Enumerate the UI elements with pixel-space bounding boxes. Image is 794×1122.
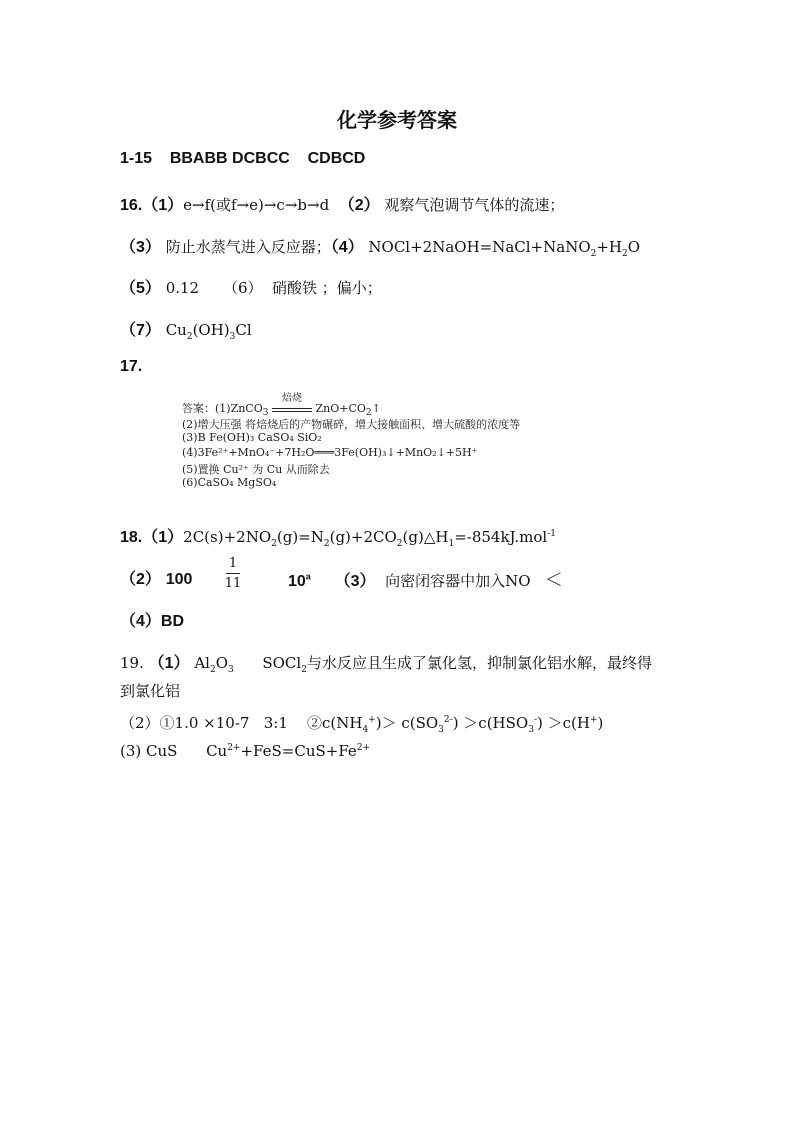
q18-part-3-label: （3） — [334, 573, 376, 590]
q17-reaction-arrow: 焙烧 — [272, 401, 312, 412]
q18-part-2-value-2: 10$^a$ — [288, 571, 311, 590]
q18-number: 18. — [120, 529, 143, 546]
q16-part-2-answer: 观察气泡调节气体的流速； — [384, 196, 565, 214]
q18-part-4-label: （4） — [120, 613, 161, 630]
q16-part-6-answer: 硝酸铁 ；偏小； — [272, 279, 382, 297]
q19-part-2-answer-a: ①1.0 ×10-7 3:1 — [159, 714, 288, 732]
q16-part-3-answer: 防止水蒸气进入反应器； — [165, 238, 331, 256]
q16-part-3-label: （3） — [120, 239, 161, 256]
q18-line-2-left — [120, 566, 192, 589]
q18-part-1-answer: $2C(s)+2NO_2(g)=N_2(g)+2CO_2(g)\triangle H_1=-854kJ.mol^{-1}$ — [183, 528, 557, 549]
q18-line-3 — [120, 608, 184, 631]
q16-part-7-answer: $Cu_2(OH)_3Cl$ — [165, 321, 252, 342]
q16-part-1-answer: e→f(或f→e)→c→b→d — [183, 196, 330, 214]
q19-line-3 — [120, 712, 603, 735]
q17-answer-image — [178, 390, 602, 494]
q17-row-3: (3)B Fe(OH)₃ CaSO₄ SiO₂ — [182, 431, 322, 444]
q17-number: 17. — [120, 358, 143, 375]
q16-line-1 — [120, 192, 564, 215]
q19-line-2: 到氯化铝 — [120, 682, 181, 700]
q16-part-6-label: （6） — [222, 279, 263, 297]
q18-part-3-answer: 向密闭容器中加入NO — [385, 572, 531, 590]
q16-number: 16. — [120, 197, 143, 214]
q19-part-2-label: （2） — [120, 714, 160, 732]
q18-part-2-label: （2） — [120, 571, 161, 588]
q17-row-4: (4)3Fe²⁺+MnO₄⁻+7H₂O═══3Fe(OH)₃↓+MnO₂↓+5H⁺ — [182, 446, 478, 459]
q16-part-5-label: （5） — [120, 280, 161, 297]
q16-part-5-answer: 0.12 — [165, 279, 200, 297]
q18-line-1 — [120, 524, 556, 549]
q19-part-2-answer-b: $②c(NH_4^+)> c(SO_3^{2-}) >c(HSO_3^-) >c(H^+)$ — [306, 714, 604, 735]
q17-row-2: (2)增大压强 将焙烧后的产物碾碎，增大接触面积、增大硫酸的浓度等 — [182, 418, 521, 431]
mc-range: 1-15 — [120, 150, 153, 167]
q19-part-1-label: （1） — [148, 655, 190, 672]
q16-line-3 — [120, 275, 382, 298]
q18-fraction — [221, 556, 245, 591]
mc-answers-line — [120, 150, 365, 168]
q18-fraction-bar — [226, 573, 240, 574]
q19-part-3-answer-2: $Cu^{2+}+FeS=CuS+Fe^{2+}$ — [206, 742, 371, 760]
mc-answers: BBABB DCBCC CDBCD — [169, 150, 366, 167]
q18-part-1-label: （1） — [142, 529, 184, 546]
q16-part-4-answer: $NOCl+2NaOH=NaCl+NaNO_2+H_2O$ — [368, 238, 641, 259]
q19-number: 19. — [120, 654, 144, 672]
q19-part-3-answer-1: CuS — [146, 742, 178, 760]
q19-line-4 — [120, 742, 370, 760]
q18-fraction-denominator: 11 — [224, 576, 242, 591]
q18-part-2-value-1: 100 — [165, 571, 193, 588]
q18-less-than-symbol: ＜ — [544, 570, 563, 591]
q19-part-1-explanation: SOCl$_2$与水反应且生成了氯化氢，抑制氯化铝水解，最终得 — [262, 654, 652, 675]
q18-fraction-numerator: 1 — [228, 556, 238, 571]
q19-part-3-label: (3) — [120, 742, 142, 760]
q17-row-1: 答案：(1)ZnCO$_3$ 焙烧 $ZnO+CO_2↑$ — [182, 393, 381, 419]
q16-part-7-label: （7） — [120, 322, 161, 339]
page-title: 化学参考答案 — [337, 108, 457, 132]
q16-part-1-label: （1） — [142, 197, 184, 214]
q16-part-2-label: （2） — [338, 197, 380, 214]
q19-line-1 — [120, 650, 652, 675]
q17-row-6: (6)CaSO₄ MgSO₄ — [182, 476, 277, 489]
q19-part-1-formula: $Al_2O_3$ — [194, 654, 234, 675]
q18-part-4-answer: BD — [160, 613, 185, 630]
q16-part-4-label: （4） — [330, 239, 364, 256]
q16-line-2 — [120, 234, 640, 259]
q16-line-4 — [120, 317, 252, 342]
q18-line-2-right — [288, 566, 563, 592]
q17-row-5: (5)置换 Cu²⁺ 为 Cu 从而除去 — [182, 463, 330, 476]
